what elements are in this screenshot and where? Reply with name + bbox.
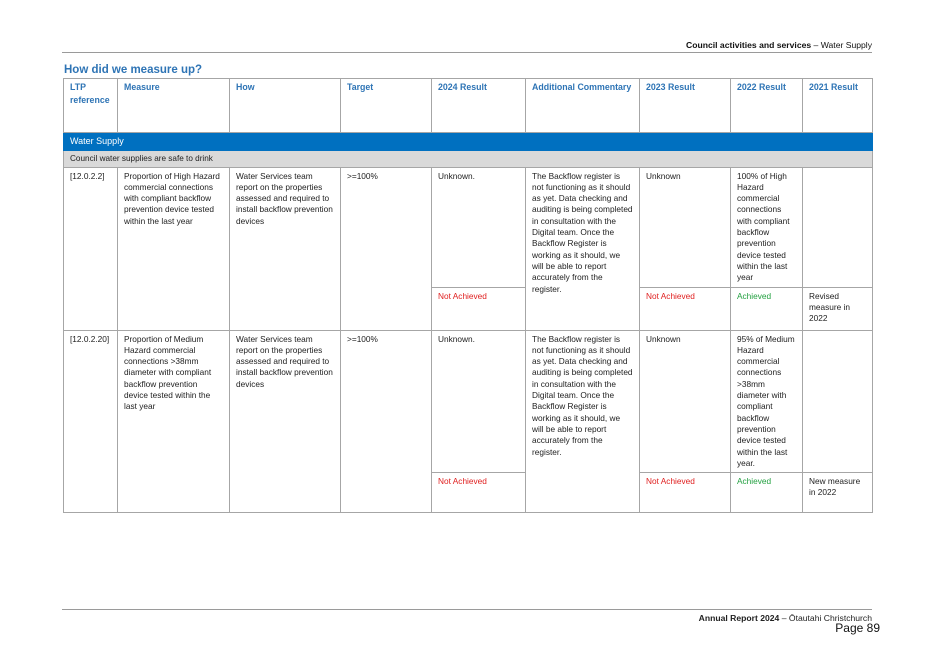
result-2023-status: Not Achieved bbox=[640, 287, 731, 330]
result-2022-status: Achieved bbox=[731, 287, 803, 330]
result-2022-value: 95% of Medium Hazard commercial connections >38mm diameter with compliant backflow prevention device tested within the last year. bbox=[731, 330, 803, 473]
table-header-row bbox=[64, 79, 873, 133]
column-header: 2023 Result bbox=[640, 79, 731, 133]
measure-cell: Proportion of Medium Hazard commercial connections >38mm diameter with compliant backflow prevention device tested within the last year bbox=[118, 330, 230, 513]
column-header: 2024 Result bbox=[432, 79, 526, 133]
column-header: 2021 Result bbox=[803, 79, 873, 133]
table-row bbox=[64, 167, 873, 287]
result-2021-status: Revised measure in 2022 bbox=[803, 287, 873, 330]
column-header: Measure bbox=[118, 79, 230, 133]
page-header bbox=[62, 40, 872, 53]
column-header: Additional Commentary bbox=[526, 79, 640, 133]
result-2022-value: 100% of High Hazard commercial connections with compliant backflow prevention device tested within the last year bbox=[731, 167, 803, 287]
subgroup-label: Council water supplies are safe to drink bbox=[64, 151, 873, 167]
how-cell: Water Services team report on the properties assessed and required to install backflow prevention devices bbox=[230, 330, 341, 513]
table-row bbox=[64, 330, 873, 473]
result-2021-value bbox=[803, 167, 873, 287]
column-header: How bbox=[230, 79, 341, 133]
group-label: Water Supply bbox=[64, 133, 873, 151]
result-2023-value: Unknown bbox=[640, 330, 731, 473]
page-number: Page 89 bbox=[835, 621, 880, 635]
subgroup-row bbox=[64, 151, 873, 167]
footer-separator: – bbox=[779, 613, 789, 623]
column-header: 2022 Result bbox=[731, 79, 803, 133]
commentary-cell: The Backflow register is not functioning as it should as yet. Data checking and auditing is being completed in consultation with the Digital team. Once the Backflow Register is working as it should, we will be able to report accurately from the register. bbox=[526, 167, 640, 330]
column-header: Target bbox=[341, 79, 432, 133]
header-separator: – bbox=[811, 40, 821, 50]
measures-table bbox=[63, 78, 873, 513]
result-2024-value: Unknown. bbox=[432, 167, 526, 287]
target-cell: >=100% bbox=[341, 330, 432, 513]
target-cell: >=100% bbox=[341, 167, 432, 330]
result-2024-value: Unknown. bbox=[432, 330, 526, 473]
result-2023-value: Unknown bbox=[640, 167, 731, 287]
page-footer bbox=[62, 609, 872, 623]
result-2024-status: Not Achieved bbox=[432, 473, 526, 513]
result-2023-status: Not Achieved bbox=[640, 473, 731, 513]
result-2021-status: New measure in 2022 bbox=[803, 473, 873, 513]
how-cell: Water Services team report on the properties assessed and required to install backflow prevention devices bbox=[230, 167, 341, 330]
section-title: How did we measure up? bbox=[64, 64, 203, 76]
group-row bbox=[64, 133, 873, 151]
header-topic: Water Supply bbox=[820, 40, 872, 50]
measure-cell: Proportion of High Hazard commercial connections with compliant backflow prevention device tested within the last year bbox=[118, 167, 230, 330]
header-section: Council activities and services bbox=[686, 40, 812, 50]
footer-place: Ōtautahi Christchurch bbox=[788, 613, 872, 623]
column-header: LTP reference bbox=[64, 79, 118, 133]
commentary-cell: The Backflow register is not functioning as it should as yet. Data checking and auditing is being completed in consultation with the Digital team. Once the Backflow Register is working as it should, we will be able to report accurately from the register. bbox=[526, 330, 640, 513]
ltp-reference: [12.0.2.20] bbox=[64, 330, 118, 513]
result-2021-value bbox=[803, 330, 873, 473]
result-2022-status: Achieved bbox=[731, 473, 803, 513]
ltp-reference: [12.0.2.2] bbox=[64, 167, 118, 330]
footer-report: Annual Report 2024 bbox=[698, 613, 780, 623]
result-2024-status: Not Achieved bbox=[432, 287, 526, 330]
